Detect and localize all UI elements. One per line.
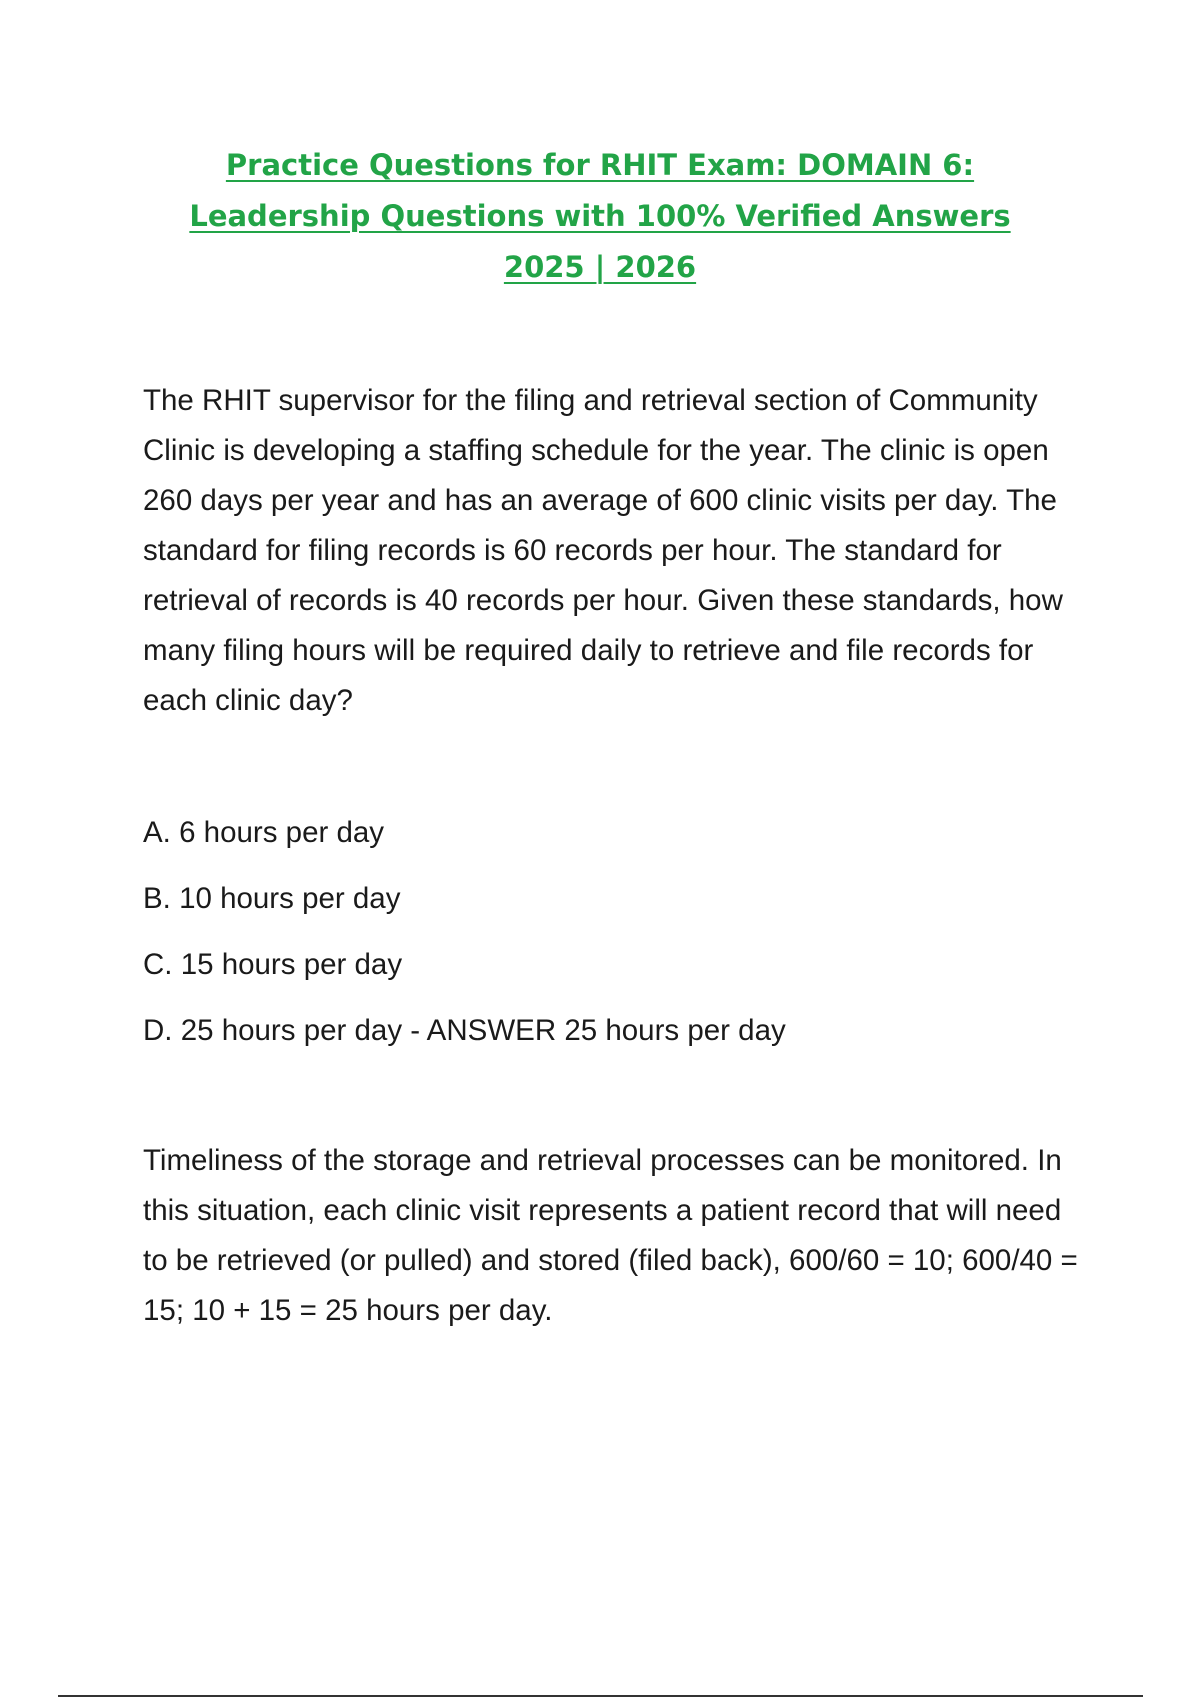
answer-options [143, 808, 1083, 1072]
title-line-1: Practice Questions for RHIT Exam: DOMAIN 6: [225, 148, 975, 182]
option-a: A. 6 hours per day [143, 816, 385, 849]
question-text: The RHIT supervisor for the filing and retrieval section of Community Clinic is developing a staffing schedule for the year. The clinic is open 260 days per year and has an average of 600 clinic visits per day. The standard for filing records is 60 records per hour. The standard for retrieval of records is 40 records per hour. Given these standards, how many filing hours will be required daily to retrieve and file records for each clinic day? [143, 384, 1063, 717]
answer-explanation: Timeliness of the storage and retrieval processes can be monitored. In this situation, each clinic visit represents a patient record that will need to be retrieved (or pulled) and stored (filed back), 600/60 = 10; 600/40 = 15; 10 + 15 = 25 hours per day. [143, 1144, 1078, 1327]
title-line-3: 2025 | 2026 [503, 250, 697, 284]
option-c: C. 15 hours per day [143, 948, 403, 981]
title-line-2: Leadership Questions with 100% Verified Answers [189, 199, 1011, 233]
option-d: D. 25 hours per day - ANSWER 25 hours per day [143, 1014, 786, 1047]
option-b: B. 10 hours per day [143, 882, 401, 915]
document-title [100, 140, 1100, 293]
footer-divider [58, 1695, 1143, 1697]
